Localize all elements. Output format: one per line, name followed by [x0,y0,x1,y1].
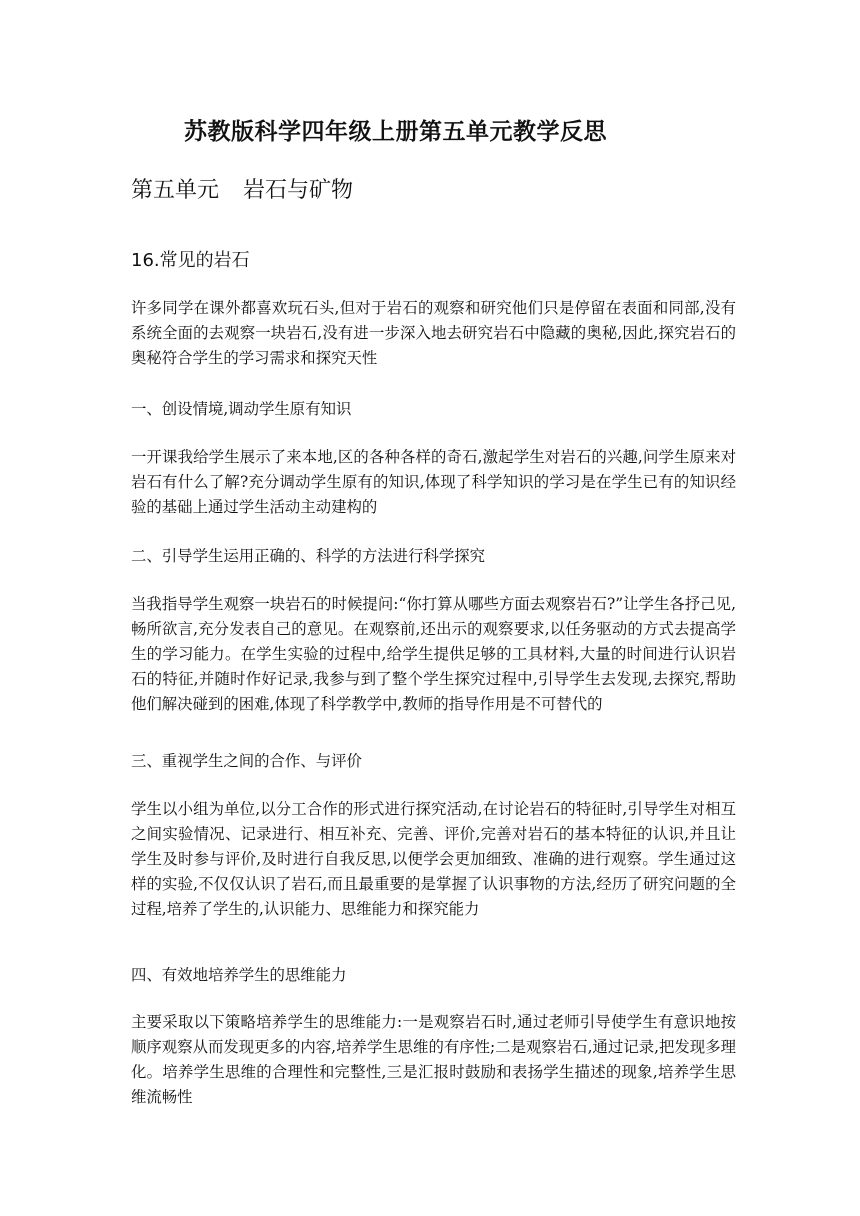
section-heading-4: 四、有效地培养学生的思维能力 [131,966,347,984]
unit-heading [131,173,353,204]
unit-number: 第五单元 [131,178,220,203]
section-heading-2: 二、引导学生运用正确的、科学的方法进行科学探究 [131,547,485,565]
section-body-3: 学生以小组为单位,以分工合作的形式进行探究活动,在讨论岩石的特征时,引导学生对相互之间实验情况、记录进行、相互补充、完善、评价,完善对岩石的基本特征的认识,并且让学生及时参与评价,及时进行自我反思,以便学会更加细致、准确的进行观察。学生通过这样的实验,不仅仅认识了岩石,而且最重要的是掌握了认识事物的方法,经历了研究问题的全过程,培养了学生的,认识能力、思维能力和探究能力 [131,800,736,918]
section-body-1: 一开课我给学生展示了来本地,区的各种各样的奇石,激起学生对岩石的兴趣,问学生原来对岩石有什么了解?充分调动学生原有的知识,体现了科学知识的学习是在学生已有的知识经验的基础上通过学生活动主动建构的 [131,448,736,516]
section-body-2: 当我指导学生观察一块岩石的时候提问:“你打算从哪些方面去观察岩石?”让学生各抒己见,畅所欲言,充分发表自己的意见。在观察前,还出示的观察要求,以任务驱动的方式去提高学生的学习能力。在学生实验的过程中,给学生提供足够的工具材料,大量的时间进行认识岩石的特征,并随时作好记录,我参与到了整个学生探究过程中,引导学生去发现,去探究,帮助他们解决碰到的困难,体现了科学教学中,教师的指导作用是不可替代的 [131,595,736,713]
section-body-4: 主要采取以下策略培养学生的思维能力:一是观察岩石时,通过老师引导使学生有意识地按顺序观察从而发现更多的内容,培养学生思维的有序性;二是观察岩石,通过记录,把发现多理化。培养学生思维的合理性和完整性,三是汇报时鼓励和表扬学生描述的现象,培养学生思维流畅性 [131,1013,736,1106]
intro-paragraph: 许多同学在课外都喜欢玩石头,但对于岩石的观察和研究他们只是停留在表面和同部,没有系统全面的去观察一块岩石,没有进一步深入地去研究岩石中隐藏的奥秘,因此,探究岩石的奥秘符合学生的学习需求和探究天性 [131,299,736,367]
lesson-heading: 16.常见的岩石 [131,250,250,271]
section-heading-1: 一、创设情境,调动学生原有知识 [131,400,352,418]
section-heading-3: 三、重视学生之间的合作、与评价 [131,752,362,770]
unit-name: 岩石与矿物 [243,178,354,203]
document-title: 苏教版科学四年级上册第五单元教学反思 [184,119,607,145]
